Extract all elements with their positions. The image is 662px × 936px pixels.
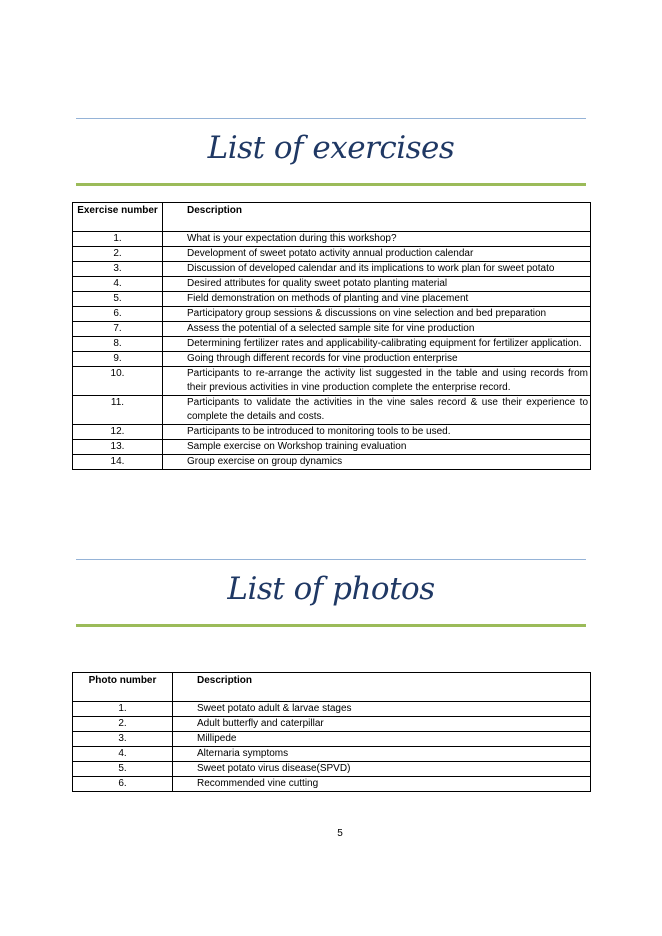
table-header-row (73, 203, 591, 232)
table-row (73, 425, 591, 440)
row-number: 12. (73, 425, 163, 440)
row-number: 3. (73, 262, 163, 277)
photos-top-rule (76, 559, 586, 560)
row-number: 2. (73, 247, 163, 262)
table-row (73, 440, 591, 455)
row-description: What is your expectation during this workshop? (163, 232, 591, 247)
row-number: 1. (73, 232, 163, 247)
exercises-bottom-rule (76, 183, 586, 186)
table-row (73, 262, 591, 277)
row-description: Participants to be introduced to monitoring tools to be used. (163, 425, 591, 440)
table-row (73, 337, 591, 352)
table-row (73, 277, 591, 292)
row-number: 5. (73, 762, 173, 777)
table-row (73, 307, 591, 322)
row-description: Millipede (173, 732, 591, 747)
row-description: Desired attributes for quality sweet potato planting material (163, 277, 591, 292)
table-row (73, 455, 591, 470)
exercises-table (72, 202, 591, 470)
exercises-table-body (73, 232, 591, 470)
row-number: 6. (73, 777, 173, 792)
exercises-title: List of exercises (207, 130, 455, 166)
page-number: 5 (337, 828, 343, 839)
table-row (73, 732, 591, 747)
photos-table (72, 672, 591, 792)
row-description: Field demonstration on methods of planting and vine placement (163, 292, 591, 307)
table-row (73, 702, 591, 717)
row-description: Sweet potato virus disease(SPVD) (173, 762, 591, 777)
table-row (73, 232, 591, 247)
table-row (73, 396, 591, 425)
row-number: 3. (73, 732, 173, 747)
row-description: Assess the potential of a selected sample site for vine production (163, 322, 591, 337)
row-number: 8. (73, 337, 163, 352)
photos-table-body (73, 702, 591, 792)
row-number: 14. (73, 455, 163, 470)
table-row (73, 717, 591, 732)
photos-title: List of photos (227, 571, 435, 607)
row-number: 11. (73, 396, 163, 425)
row-number: 6. (73, 307, 163, 322)
row-description: Participants to re-arrange the activity list suggested in the table and using records from their previous activities in vine production complete the enterprise record. (163, 367, 591, 396)
row-description: Sample exercise on Workshop training evaluation (163, 440, 591, 455)
row-description: Alternaria symptoms (173, 747, 591, 762)
row-number: 4. (73, 747, 173, 762)
table-row (73, 747, 591, 762)
exercises-top-rule (76, 118, 586, 119)
table-row (73, 352, 591, 367)
row-description: Discussion of developed calendar and its implications to work plan for sweet potato (163, 262, 591, 277)
table-row (73, 367, 591, 396)
row-description: Participants to validate the activities in the vine sales record & use their experience to complete the details and costs. (163, 396, 591, 425)
row-description: Participatory group sessions & discussions on vine selection and bed preparation (163, 307, 591, 322)
row-number: 10. (73, 367, 163, 396)
table-row (73, 762, 591, 777)
row-number: 7. (73, 322, 163, 337)
row-description: Development of sweet potato activity annual production calendar (163, 247, 591, 262)
table-row (73, 322, 591, 337)
row-number: 2. (73, 717, 173, 732)
table-row (73, 777, 591, 792)
table-row (73, 292, 591, 307)
row-description: Adult butterfly and caterpillar (173, 717, 591, 732)
row-description: Going through different records for vine production enterprise (163, 352, 591, 367)
photo-number-header: Photo number (73, 673, 173, 702)
photo-description-header: Description (173, 673, 591, 702)
photos-bottom-rule (76, 624, 586, 627)
row-description: Recommended vine cutting (173, 777, 591, 792)
row-description: Determining fertilizer rates and applicability-calibrating equipment for fertilizer application. (163, 337, 591, 352)
exercise-number-header: Exercise number (73, 203, 163, 232)
row-description: Sweet potato adult & larvae stages (173, 702, 591, 717)
row-description: Group exercise on group dynamics (163, 455, 591, 470)
row-number: 13. (73, 440, 163, 455)
row-number: 5. (73, 292, 163, 307)
exercise-description-header: Description (163, 203, 591, 232)
row-number: 9. (73, 352, 163, 367)
row-number: 4. (73, 277, 163, 292)
table-header-row (73, 673, 591, 702)
table-row (73, 247, 591, 262)
row-number: 1. (73, 702, 173, 717)
